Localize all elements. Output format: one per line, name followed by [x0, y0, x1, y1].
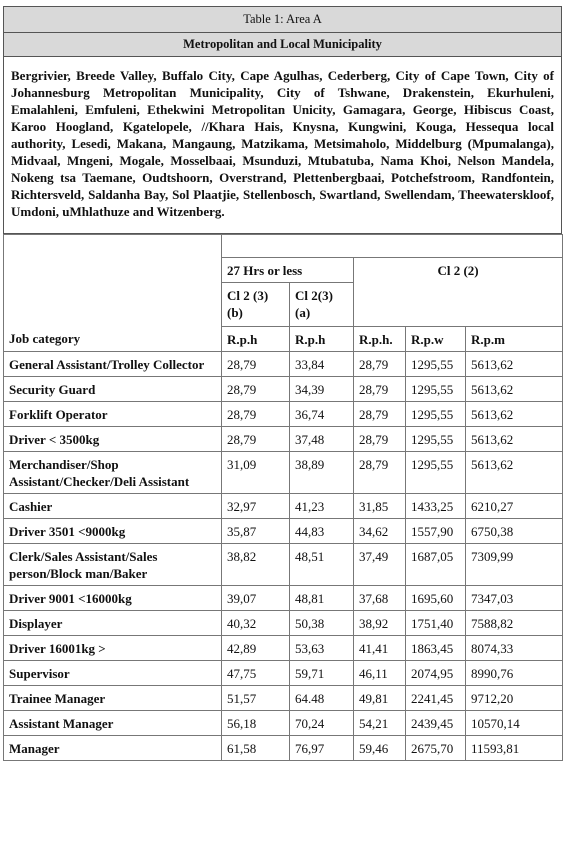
job-category-cell: Forklift Operator — [4, 401, 222, 426]
rate-cell: 7588,82 — [466, 610, 563, 635]
rate-cell: 56,18 — [222, 710, 290, 735]
rate-cell: 1557,90 — [406, 518, 466, 543]
job-category-cell: Trainee Manager — [4, 685, 222, 710]
rate-cell: 40,32 — [222, 610, 290, 635]
job-category-cell: Cashier — [4, 493, 222, 518]
unit-header: R.p.w — [406, 326, 466, 351]
table-row — [4, 585, 563, 610]
rate-cell: 44,83 — [290, 518, 354, 543]
rate-cell: 11593,81 — [466, 735, 563, 760]
unit-header: R.p.h — [290, 326, 354, 351]
rate-cell: 28,79 — [222, 351, 290, 376]
table-row — [4, 660, 563, 685]
rate-cell: 53,63 — [290, 635, 354, 660]
rate-cell: 8074,33 — [466, 635, 563, 660]
rate-cell: 61,58 — [222, 735, 290, 760]
municipality-list: Bergrivier, Breede Valley, Buffalo City, Cape Agulhas, Cederberg, City of Cape Town, City of Johannesburg Metropolitan Municipality, City of Tshwane, Drakenstein, Ekurhuleni, Emalahleni, Emfuleni, Ethekwini Metropolitan Unicity, Gamagara, George, Hibiscus Coast, Karoo Hoogland, Kgatelopele, //Khara Hais, Knysna, Kungwini, Kouga, Hessequa local authority, Lesedi, Makana, Mangaung, Matzikama, Metsimaholo, Middelburg (Mpumalanga), Midvaal, Mngeni, Mogale, Mosselbaai, Msunduzi, Mtubatuba, Nama Khoi, Nelson Mandela, Nokeng tsa Taemane, Oudtshoorn, Overstrand, Plettenbergbaai, Potchefstroom, Randfontein, Richtersveld, Saldanha Bay, Sol Plaatjie, Stellenbosch, Swartland, Swellendam, Theewaterskloof, Umdoni, uMhlathuze and Witzenberg. — [3, 57, 562, 234]
job-category-cell: General Assistant/Trolley Collector — [4, 351, 222, 376]
rate-cell: 46,11 — [354, 660, 406, 685]
rate-cell: 37,68 — [354, 585, 406, 610]
rate-cell: 47,75 — [222, 660, 290, 685]
rate-cell: 28,79 — [222, 426, 290, 451]
rate-cell: 2675,70 — [406, 735, 466, 760]
rate-cell: 35,87 — [222, 518, 290, 543]
rate-cell: 28,79 — [354, 401, 406, 426]
rate-cell: 48,81 — [290, 585, 354, 610]
rate-cell: 1695,60 — [406, 585, 466, 610]
rate-cell: 70,24 — [290, 710, 354, 735]
job-category-cell: Security Guard — [4, 376, 222, 401]
job-category-cell: Merchandiser/Shop Assistant/Checker/Deli Assistant — [4, 451, 222, 493]
rate-cell: 5613,62 — [466, 376, 563, 401]
rate-cell: 1863,45 — [406, 635, 466, 660]
rate-cell: 33,84 — [290, 351, 354, 376]
rate-cell: 28,79 — [354, 451, 406, 493]
table-row — [4, 710, 563, 735]
job-category-cell: Supervisor — [4, 660, 222, 685]
table-row — [4, 685, 563, 710]
rate-cell: 1295,55 — [406, 426, 466, 451]
job-category-cell: Manager — [4, 735, 222, 760]
rate-cell: 5613,62 — [466, 351, 563, 376]
rate-cell: 59,71 — [290, 660, 354, 685]
rate-cell: 1295,55 — [406, 401, 466, 426]
rate-cell: 31,09 — [222, 451, 290, 493]
job-category-cell: Driver < 3500kg — [4, 426, 222, 451]
rate-cell: 7347,03 — [466, 585, 563, 610]
job-category-cell: Assistant Manager — [4, 710, 222, 735]
rate-cell: 38,92 — [354, 610, 406, 635]
table-row — [4, 543, 563, 585]
rate-cell: 64.48 — [290, 685, 354, 710]
job-category-cell: Clerk/Sales Assistant/Sales person/Block man/Baker — [4, 543, 222, 585]
rate-cell: 1433,25 — [406, 493, 466, 518]
rate-cell: 34,62 — [354, 518, 406, 543]
table-title: Table 1: Area A — [3, 6, 562, 33]
rate-cell: 9712,20 — [466, 685, 563, 710]
job-category-header: Job category — [4, 326, 222, 351]
table-row — [4, 401, 563, 426]
rate-cell: 1687,05 — [406, 543, 466, 585]
rate-cell: 36,74 — [290, 401, 354, 426]
rate-cell: 38,89 — [290, 451, 354, 493]
table-row — [4, 351, 563, 376]
wage-rates-table — [3, 234, 563, 761]
rate-cell: 1295,55 — [406, 351, 466, 376]
rate-cell: 28,79 — [354, 351, 406, 376]
rate-cell: 10570,14 — [466, 710, 563, 735]
rate-cell: 41,23 — [290, 493, 354, 518]
rate-cell: 1295,55 — [406, 451, 466, 493]
spacer-row — [4, 235, 563, 258]
rate-cell: 5613,62 — [466, 426, 563, 451]
rate-cell: 38,82 — [222, 543, 290, 585]
rate-cell: 49,81 — [354, 685, 406, 710]
unit-header: R.p.h — [222, 326, 290, 351]
rate-cell: 8990,76 — [466, 660, 563, 685]
rate-cell: 7309,99 — [466, 543, 563, 585]
job-category-cell: Driver 3501 <9000kg — [4, 518, 222, 543]
rate-cell: 39,07 — [222, 585, 290, 610]
table-row — [4, 518, 563, 543]
rate-cell: 54,21 — [354, 710, 406, 735]
section-title: Metropolitan and Local Municipality — [3, 33, 562, 57]
rate-cell: 1751,40 — [406, 610, 466, 635]
table-row — [4, 635, 563, 660]
table-row — [4, 451, 563, 493]
unit-header: R.p.h. — [354, 326, 406, 351]
rate-cell: 32,97 — [222, 493, 290, 518]
rate-cell: 37,49 — [354, 543, 406, 585]
table-row — [4, 610, 563, 635]
table-row — [4, 493, 563, 518]
document-page — [3, 6, 562, 761]
subheader-cl23b: Cl 2 (3)(b) — [222, 282, 290, 326]
table-row — [4, 426, 563, 451]
rate-cell: 59,46 — [354, 735, 406, 760]
rate-cell: 42,89 — [222, 635, 290, 660]
job-category-cell: Driver 16001kg > — [4, 635, 222, 660]
group-header-27hrs: 27 Hrs or less — [222, 257, 354, 282]
job-category-cell: Driver 9001 <16000kg — [4, 585, 222, 610]
rate-cell: 5613,62 — [466, 401, 563, 426]
table-row — [4, 735, 563, 760]
rate-cell: 6750,38 — [466, 518, 563, 543]
rate-cell: 76,97 — [290, 735, 354, 760]
unit-header: R.p.m — [466, 326, 563, 351]
rate-cell: 2241,45 — [406, 685, 466, 710]
table-row — [4, 376, 563, 401]
job-category-cell: Displayer — [4, 610, 222, 635]
header-unit-row — [4, 326, 563, 351]
rate-cell: 51,57 — [222, 685, 290, 710]
rate-cell: 28,79 — [354, 376, 406, 401]
rate-cell: 34,39 — [290, 376, 354, 401]
rate-cell: 50,38 — [290, 610, 354, 635]
rate-cell: 48,51 — [290, 543, 354, 585]
header-group-row — [4, 257, 563, 282]
group-header-cl22: Cl 2 (2) — [354, 257, 563, 326]
rate-cell: 41,41 — [354, 635, 406, 660]
rate-cell: 6210,27 — [466, 493, 563, 518]
rate-cell: 5613,62 — [466, 451, 563, 493]
rate-cell: 2074,95 — [406, 660, 466, 685]
rate-cell: 28,79 — [354, 426, 406, 451]
rate-cell: 28,79 — [222, 376, 290, 401]
rate-cell: 2439,45 — [406, 710, 466, 735]
subheader-cl23a: Cl 2(3)(a) — [290, 282, 354, 326]
rate-cell: 31,85 — [354, 493, 406, 518]
rate-cell: 37,48 — [290, 426, 354, 451]
rate-cell: 28,79 — [222, 401, 290, 426]
rate-cell: 1295,55 — [406, 376, 466, 401]
